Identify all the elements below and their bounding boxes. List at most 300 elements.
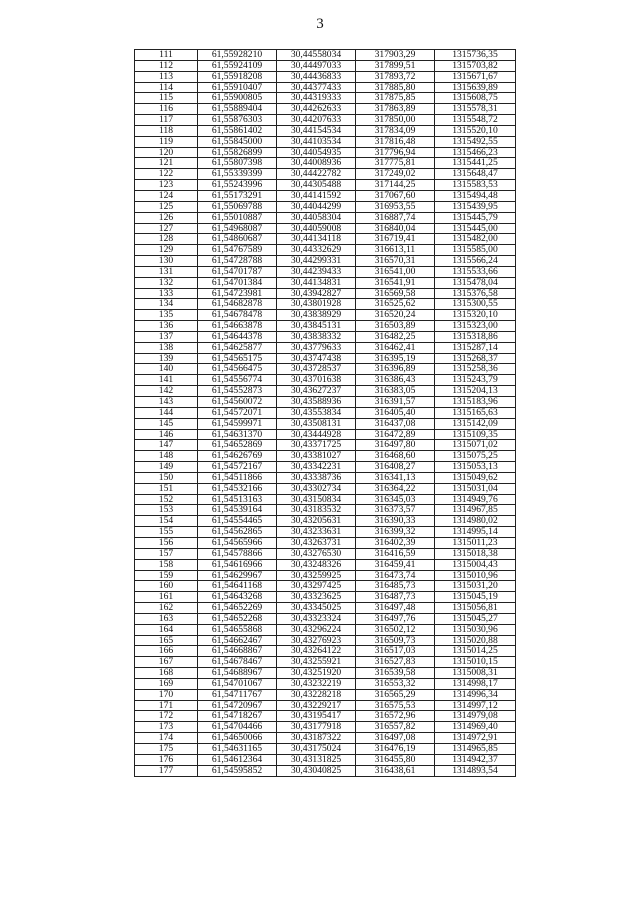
latitude-cell: 61,54539164 [198,505,277,516]
latitude-cell: 61,55900805 [198,93,277,104]
table-row [135,429,516,440]
x-coordinate-cell: 316541,91 [356,277,435,288]
latitude-cell: 61,54629967 [198,570,277,581]
latitude-cell: 61,54652869 [198,440,277,451]
table-row [135,537,516,548]
longitude-cell: 30,43040825 [277,765,356,776]
point-number-cell: 147 [135,440,198,451]
table-row [135,342,516,353]
latitude-cell: 61,54720967 [198,700,277,711]
y-coordinate-cell: 1315049,62 [435,472,516,483]
x-coordinate-cell: 316437,08 [356,418,435,429]
y-coordinate-cell: 1315204,13 [435,386,516,397]
latitude-cell: 61,54662467 [198,635,277,646]
table-row [135,462,516,473]
latitude-cell: 61,54532166 [198,483,277,494]
latitude-cell: 61,54641168 [198,581,277,592]
point-number-cell: 142 [135,386,198,397]
x-coordinate-cell: 316569,58 [356,288,435,299]
longitude-cell: 30,44134118 [277,234,356,245]
point-number-cell: 125 [135,201,198,212]
point-number-cell: 140 [135,364,198,375]
table-row [135,754,516,765]
table-row [135,364,516,375]
point-number-cell: 129 [135,245,198,256]
y-coordinate-cell: 1315445,00 [435,223,516,234]
latitude-cell: 61,55339399 [198,169,277,180]
table-row [135,245,516,256]
y-coordinate-cell: 1314972,91 [435,733,516,744]
table-row [135,744,516,755]
table-row [135,288,516,299]
latitude-cell: 61,55928210 [198,50,277,61]
table-row [135,689,516,700]
table-row [135,71,516,82]
longitude-cell: 30,43183532 [277,505,356,516]
longitude-cell: 30,43345025 [277,603,356,614]
y-coordinate-cell: 1315010,15 [435,657,516,668]
point-number-cell: 161 [135,592,198,603]
point-number-cell: 149 [135,462,198,473]
table-row [135,613,516,624]
table-row [135,321,516,332]
x-coordinate-cell: 317834,09 [356,125,435,136]
x-coordinate-cell: 316459,41 [356,559,435,570]
table-row [135,169,516,180]
point-number-cell: 130 [135,256,198,267]
longitude-cell: 30,43255921 [277,657,356,668]
point-number-cell: 121 [135,158,198,169]
y-coordinate-cell: 1315243,79 [435,375,516,386]
longitude-cell: 30,44299331 [277,256,356,267]
longitude-cell: 30,43942827 [277,288,356,299]
longitude-cell: 30,43338736 [277,472,356,483]
table-row [135,223,516,234]
point-number-cell: 171 [135,700,198,711]
latitude-cell: 61,54968087 [198,223,277,234]
y-coordinate-cell: 1315323,00 [435,321,516,332]
longitude-cell: 30,43229217 [277,700,356,711]
y-coordinate-cell: 1315648,47 [435,169,516,180]
point-number-cell: 168 [135,668,198,679]
point-number-cell: 127 [135,223,198,234]
y-coordinate-cell: 1315031,20 [435,581,516,592]
latitude-cell: 61,55918208 [198,71,277,82]
y-coordinate-cell: 1315287,14 [435,342,516,353]
latitude-cell: 61,54655868 [198,624,277,635]
latitude-cell: 61,55876303 [198,115,277,126]
longitude-cell: 30,43259925 [277,570,356,581]
point-number-cell: 117 [135,115,198,126]
latitude-cell: 61,54562865 [198,527,277,538]
table-row [135,603,516,614]
x-coordinate-cell: 316485,73 [356,581,435,592]
latitude-cell: 61,54631370 [198,429,277,440]
point-number-cell: 122 [135,169,198,180]
point-number-cell: 138 [135,342,198,353]
x-coordinate-cell: 316570,31 [356,256,435,267]
x-coordinate-cell: 316390,33 [356,516,435,527]
x-coordinate-cell: 317796,94 [356,147,435,158]
longitude-cell: 30,43297425 [277,581,356,592]
y-coordinate-cell: 1315300,55 [435,299,516,310]
table-row [135,331,516,342]
point-number-cell: 177 [135,765,198,776]
x-coordinate-cell: 317893,72 [356,71,435,82]
x-coordinate-cell: 316572,96 [356,711,435,722]
coordinates-table [134,49,516,777]
point-number-cell: 148 [135,451,198,462]
latitude-cell: 61,54860687 [198,234,277,245]
longitude-cell: 30,43779633 [277,342,356,353]
x-coordinate-cell: 316408,27 [356,462,435,473]
table-row [135,700,516,711]
longitude-cell: 30,43248326 [277,559,356,570]
latitude-cell: 61,55889404 [198,104,277,115]
latitude-cell: 61,54599971 [198,418,277,429]
latitude-cell: 61,54565966 [198,537,277,548]
y-coordinate-cell: 1315142,09 [435,418,516,429]
point-number-cell: 166 [135,646,198,657]
y-coordinate-cell: 1315268,37 [435,353,516,364]
table-row [135,158,516,169]
y-coordinate-cell: 1315703,82 [435,60,516,71]
y-coordinate-cell: 1314980,02 [435,516,516,527]
point-number-cell: 141 [135,375,198,386]
longitude-cell: 30,43838929 [277,310,356,321]
y-coordinate-cell: 1314996,34 [435,689,516,700]
longitude-cell: 30,44377433 [277,82,356,93]
point-number-cell: 119 [135,136,198,147]
latitude-cell: 61,55845000 [198,136,277,147]
x-coordinate-cell: 316497,08 [356,733,435,744]
point-number-cell: 151 [135,483,198,494]
point-number-cell: 139 [135,353,198,364]
table-row [135,418,516,429]
table-row [135,266,516,277]
y-coordinate-cell: 1315583,53 [435,180,516,191]
point-number-cell: 143 [135,397,198,408]
point-number-cell: 133 [135,288,198,299]
y-coordinate-cell: 1314965,85 [435,744,516,755]
table-row [135,397,516,408]
longitude-cell: 30,43150834 [277,494,356,505]
longitude-cell: 30,43276530 [277,548,356,559]
longitude-cell: 30,44497033 [277,60,356,71]
point-number-cell: 126 [135,212,198,223]
longitude-cell: 30,44054935 [277,147,356,158]
table-row [135,201,516,212]
y-coordinate-cell: 1315439,95 [435,201,516,212]
y-coordinate-cell: 1315020,88 [435,635,516,646]
x-coordinate-cell: 316472,89 [356,429,435,440]
x-coordinate-cell: 316468,60 [356,451,435,462]
table-row [135,678,516,689]
latitude-cell: 61,54701384 [198,277,277,288]
y-coordinate-cell: 1314979,08 [435,711,516,722]
table-row [135,722,516,733]
x-coordinate-cell: 316497,80 [356,440,435,451]
table-row [135,592,516,603]
table-row [135,190,516,201]
y-coordinate-cell: 1315736,35 [435,50,516,61]
longitude-cell: 30,44305488 [277,180,356,191]
table-row [135,733,516,744]
point-number-cell: 131 [135,266,198,277]
table-row [135,570,516,581]
latitude-cell: 61,55826899 [198,147,277,158]
longitude-cell: 30,43701638 [277,375,356,386]
longitude-cell: 30,44239433 [277,266,356,277]
latitude-cell: 61,54572167 [198,462,277,473]
longitude-cell: 30,44332629 [277,245,356,256]
point-number-cell: 155 [135,527,198,538]
table-row [135,136,516,147]
x-coordinate-cell: 316364,22 [356,483,435,494]
table-row [135,104,516,115]
point-number-cell: 167 [135,657,198,668]
point-number-cell: 144 [135,407,198,418]
table-row [135,711,516,722]
y-coordinate-cell: 1315053,13 [435,462,516,473]
longitude-cell: 30,43553834 [277,407,356,418]
y-coordinate-cell: 1314949,76 [435,494,516,505]
point-number-cell: 134 [135,299,198,310]
table-row [135,548,516,559]
latitude-cell: 61,54565175 [198,353,277,364]
table-row [135,527,516,538]
longitude-cell: 30,43342231 [277,462,356,473]
longitude-cell: 30,43838332 [277,331,356,342]
y-coordinate-cell: 1315045,19 [435,592,516,603]
table-row [135,451,516,462]
longitude-cell: 30,43175024 [277,744,356,755]
y-coordinate-cell: 1315011,23 [435,537,516,548]
x-coordinate-cell: 317899,51 [356,60,435,71]
longitude-cell: 30,43233631 [277,527,356,538]
table-row [135,180,516,191]
point-number-cell: 156 [135,537,198,548]
y-coordinate-cell: 1315014,25 [435,646,516,657]
x-coordinate-cell: 316416,59 [356,548,435,559]
table-row [135,624,516,635]
latitude-cell: 61,55910407 [198,82,277,93]
table-row [135,668,516,679]
latitude-cell: 61,54626769 [198,451,277,462]
y-coordinate-cell: 1315566,24 [435,256,516,267]
x-coordinate-cell: 316719,41 [356,234,435,245]
y-coordinate-cell: 1315318,86 [435,331,516,342]
table-row [135,50,516,61]
longitude-cell: 30,44558034 [277,50,356,61]
longitude-cell: 30,44044299 [277,201,356,212]
longitude-cell: 30,43588936 [277,397,356,408]
longitude-cell: 30,43508131 [277,418,356,429]
latitude-cell: 61,55861402 [198,125,277,136]
latitude-cell: 61,54625877 [198,342,277,353]
latitude-cell: 61,54616966 [198,559,277,570]
x-coordinate-cell: 316386,43 [356,375,435,386]
point-number-cell: 137 [135,331,198,342]
x-coordinate-cell: 316402,39 [356,537,435,548]
coordinates-table-body [135,50,516,777]
latitude-cell: 61,54701787 [198,266,277,277]
x-coordinate-cell: 316438,61 [356,765,435,776]
latitude-cell: 61,54566475 [198,364,277,375]
table-row [135,494,516,505]
x-coordinate-cell: 316553,32 [356,678,435,689]
y-coordinate-cell: 1315548,72 [435,115,516,126]
latitude-cell: 61,55173291 [198,190,277,201]
point-number-cell: 115 [135,93,198,104]
latitude-cell: 61,54718267 [198,711,277,722]
point-number-cell: 174 [135,733,198,744]
latitude-cell: 61,54711767 [198,689,277,700]
longitude-cell: 30,43263731 [277,537,356,548]
longitude-cell: 30,44319333 [277,93,356,104]
x-coordinate-cell: 317875,85 [356,93,435,104]
x-coordinate-cell: 317067,60 [356,190,435,201]
table-row [135,234,516,245]
y-coordinate-cell: 1315045,27 [435,613,516,624]
latitude-cell: 61,54631165 [198,744,277,755]
longitude-cell: 30,43371725 [277,440,356,451]
y-coordinate-cell: 1314893,54 [435,765,516,776]
y-coordinate-cell: 1315445,79 [435,212,516,223]
table-row [135,635,516,646]
latitude-cell: 61,55010887 [198,212,277,223]
longitude-cell: 30,43205631 [277,516,356,527]
table-row [135,386,516,397]
point-number-cell: 132 [135,277,198,288]
latitude-cell: 61,54663878 [198,321,277,332]
x-coordinate-cell: 316613,11 [356,245,435,256]
x-coordinate-cell: 317885,80 [356,82,435,93]
longitude-cell: 30,43627237 [277,386,356,397]
x-coordinate-cell: 316953,55 [356,201,435,212]
longitude-cell: 30,43381027 [277,451,356,462]
longitude-cell: 30,44103534 [277,136,356,147]
point-number-cell: 169 [135,678,198,689]
longitude-cell: 30,43228218 [277,689,356,700]
latitude-cell: 61,54668867 [198,646,277,657]
y-coordinate-cell: 1315258,36 [435,364,516,375]
x-coordinate-cell: 317816,48 [356,136,435,147]
longitude-cell: 30,44059008 [277,223,356,234]
longitude-cell: 30,43187322 [277,733,356,744]
table-row [135,646,516,657]
latitude-cell: 61,55069788 [198,201,277,212]
latitude-cell: 61,54682878 [198,299,277,310]
longitude-cell: 30,43323625 [277,592,356,603]
longitude-cell: 30,43747438 [277,353,356,364]
x-coordinate-cell: 316497,76 [356,613,435,624]
longitude-cell: 30,43444928 [277,429,356,440]
point-number-cell: 116 [135,104,198,115]
y-coordinate-cell: 1314967,85 [435,505,516,516]
x-coordinate-cell: 316373,57 [356,505,435,516]
x-coordinate-cell: 316539,58 [356,668,435,679]
y-coordinate-cell: 1315075,25 [435,451,516,462]
y-coordinate-cell: 1315441,25 [435,158,516,169]
point-number-cell: 164 [135,624,198,635]
table-row [135,505,516,516]
point-number-cell: 159 [135,570,198,581]
latitude-cell: 61,54572071 [198,407,277,418]
table-row [135,60,516,71]
table-row [135,559,516,570]
latitude-cell: 61,54704466 [198,722,277,733]
y-coordinate-cell: 1315494,48 [435,190,516,201]
latitude-cell: 61,54652269 [198,603,277,614]
longitude-cell: 30,43177918 [277,722,356,733]
y-coordinate-cell: 1315478,04 [435,277,516,288]
table-row [135,212,516,223]
table-row [135,765,516,776]
longitude-cell: 30,43264122 [277,646,356,657]
latitude-cell: 61,54560072 [198,397,277,408]
latitude-cell: 61,54513163 [198,494,277,505]
x-coordinate-cell: 316391,57 [356,397,435,408]
x-coordinate-cell: 316462,41 [356,342,435,353]
latitude-cell: 61,54652268 [198,613,277,624]
table-row [135,407,516,418]
table-row [135,277,516,288]
y-coordinate-cell: 1315578,31 [435,104,516,115]
table-row [135,472,516,483]
table-row [135,375,516,386]
point-number-cell: 154 [135,516,198,527]
longitude-cell: 30,43131825 [277,754,356,765]
y-coordinate-cell: 1315466,23 [435,147,516,158]
x-coordinate-cell: 316565,29 [356,689,435,700]
longitude-cell: 30,44008936 [277,158,356,169]
latitude-cell: 61,54678478 [198,310,277,321]
x-coordinate-cell: 316527,83 [356,657,435,668]
x-coordinate-cell: 316497,48 [356,603,435,614]
table-row [135,483,516,494]
point-number-cell: 170 [135,689,198,700]
point-number-cell: 120 [135,147,198,158]
point-number-cell: 113 [135,71,198,82]
page-number: 3 [316,16,324,32]
longitude-cell: 30,43296224 [277,624,356,635]
longitude-cell: 30,44141592 [277,190,356,201]
y-coordinate-cell: 1314997,12 [435,700,516,711]
table-row [135,93,516,104]
point-number-cell: 146 [135,429,198,440]
x-coordinate-cell: 316383,05 [356,386,435,397]
longitude-cell: 30,44422782 [277,169,356,180]
longitude-cell: 30,44154534 [277,125,356,136]
x-coordinate-cell: 316396,89 [356,364,435,375]
longitude-cell: 30,43845131 [277,321,356,332]
x-coordinate-cell: 316395,19 [356,353,435,364]
latitude-cell: 61,55807398 [198,158,277,169]
y-coordinate-cell: 1314995,14 [435,527,516,538]
x-coordinate-cell: 316399,32 [356,527,435,538]
longitude-cell: 30,44058304 [277,212,356,223]
x-coordinate-cell: 316840,04 [356,223,435,234]
x-coordinate-cell: 316517,03 [356,646,435,657]
latitude-cell: 61,54595852 [198,765,277,776]
table-row [135,147,516,158]
longitude-cell: 30,43728537 [277,364,356,375]
table-row [135,353,516,364]
point-number-cell: 160 [135,581,198,592]
y-coordinate-cell: 1315030,96 [435,624,516,635]
longitude-cell: 30,43801928 [277,299,356,310]
